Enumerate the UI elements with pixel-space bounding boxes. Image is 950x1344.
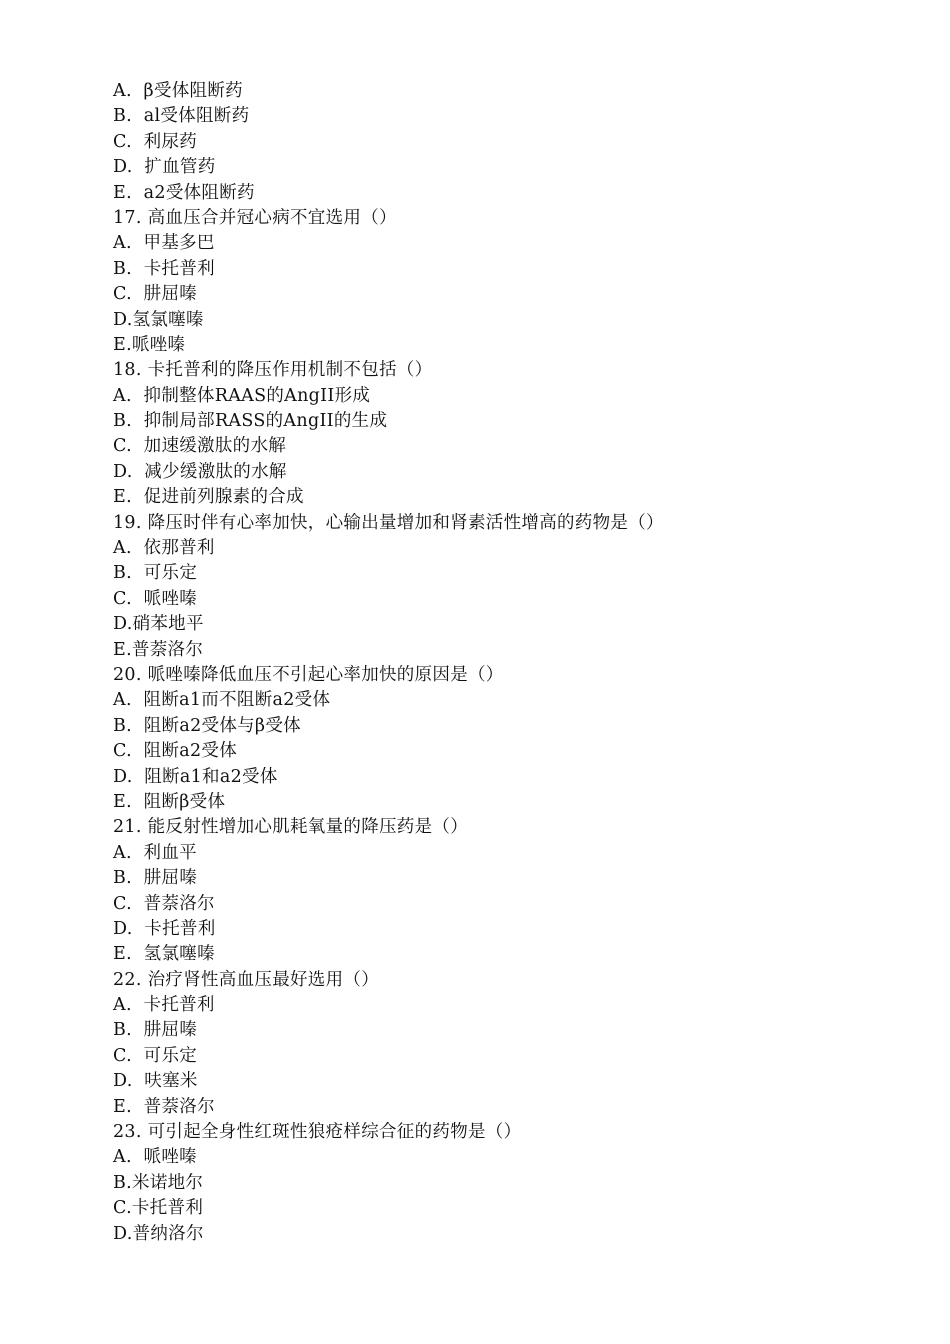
option-line: A. 哌唑嗪 — [113, 1147, 197, 1168]
option-line: A. 依那普利 — [113, 538, 215, 559]
option-line: D. 减少缓激肽的水解 — [113, 461, 287, 482]
option-line: E. 阻断β受体 — [113, 791, 226, 812]
option-line: E. 普萘洛尔 — [113, 1096, 215, 1117]
option-line: C. 普萘洛尔 — [113, 893, 215, 914]
option-line: E.普萘洛尔 — [113, 639, 204, 660]
option-line: C. 可乐定 — [113, 1045, 198, 1066]
option-line: B.米诺地尔 — [113, 1172, 204, 1193]
option-line: A. β受体阻断药 — [113, 81, 243, 101]
option-line: D. 卡托普利 — [113, 918, 216, 939]
option-line: A. 利血平 — [113, 842, 197, 863]
option-line: B. 卡托普利 — [113, 258, 215, 279]
option-line: E. 促进前列腺素的合成 — [113, 487, 304, 508]
question-23: 23. 可引起全身性红斑性狼疮样综合征的药物是（） — [113, 1122, 522, 1143]
option-line: E.哌唑嗪 — [113, 334, 186, 355]
option-line: A. 甲基多巴 — [113, 233, 215, 254]
question-19: 19. 降压时伴有心率加快，心输出量增加和肾素活性增高的药物是（） — [113, 512, 664, 533]
option-line: D. 呋塞米 — [113, 1071, 198, 1092]
option-line: A. 卡托普利 — [113, 995, 215, 1016]
option-line: B. 抑制局部RASS的AngII的生成 — [113, 411, 388, 432]
question-20: 20. 哌唑嗪降低血压不引起心率加快的原因是（） — [113, 664, 504, 685]
option-line: C.卡托普利 — [113, 1198, 204, 1219]
option-line: D.硝苯地平 — [113, 614, 204, 635]
option-line: C. 哌唑嗪 — [113, 588, 198, 609]
option-line: D.普纳洛尔 — [113, 1223, 204, 1244]
option-line: A. 阻断a1而不阻断a2受体 — [113, 690, 331, 711]
document-body — [113, 79, 913, 1247]
option-line: E. 氢氯噻嗪 — [113, 944, 215, 965]
question-21: 21. 能反射性增加心肌耗氧量的降压药是（） — [113, 817, 468, 838]
option-line: A. 抑制整体RAAS的AngII形成 — [113, 385, 371, 406]
option-line: D.氢氯噻嗪 — [113, 309, 204, 330]
option-line: D. 扩血管药 — [113, 157, 216, 178]
question-17: 17. 高血压合并冠心病不宜选用（） — [113, 207, 397, 228]
option-line: C. 加速缓激肽的水解 — [113, 436, 287, 457]
option-line: B. 肼屈嗪 — [113, 868, 198, 889]
option-line: C. 肼屈嗪 — [113, 284, 198, 305]
option-line: C. 利尿药 — [113, 131, 198, 152]
option-line: C. 阻断a2受体 — [113, 741, 238, 762]
question-18: 18. 卡托普利的降压作用机制不包括（） — [113, 360, 433, 381]
option-line: E. a2受体阻断药 — [113, 182, 255, 203]
option-line: B. al受体阻断药 — [113, 106, 250, 127]
question-22: 22. 治疗肾性高血压最好选用（） — [113, 969, 379, 990]
option-line: B. 肼屈嗪 — [113, 1020, 198, 1041]
option-line: D. 阻断a1和a2受体 — [113, 766, 278, 787]
option-line: B. 可乐定 — [113, 563, 198, 584]
option-line: B. 阻断a2受体与β受体 — [113, 715, 301, 736]
